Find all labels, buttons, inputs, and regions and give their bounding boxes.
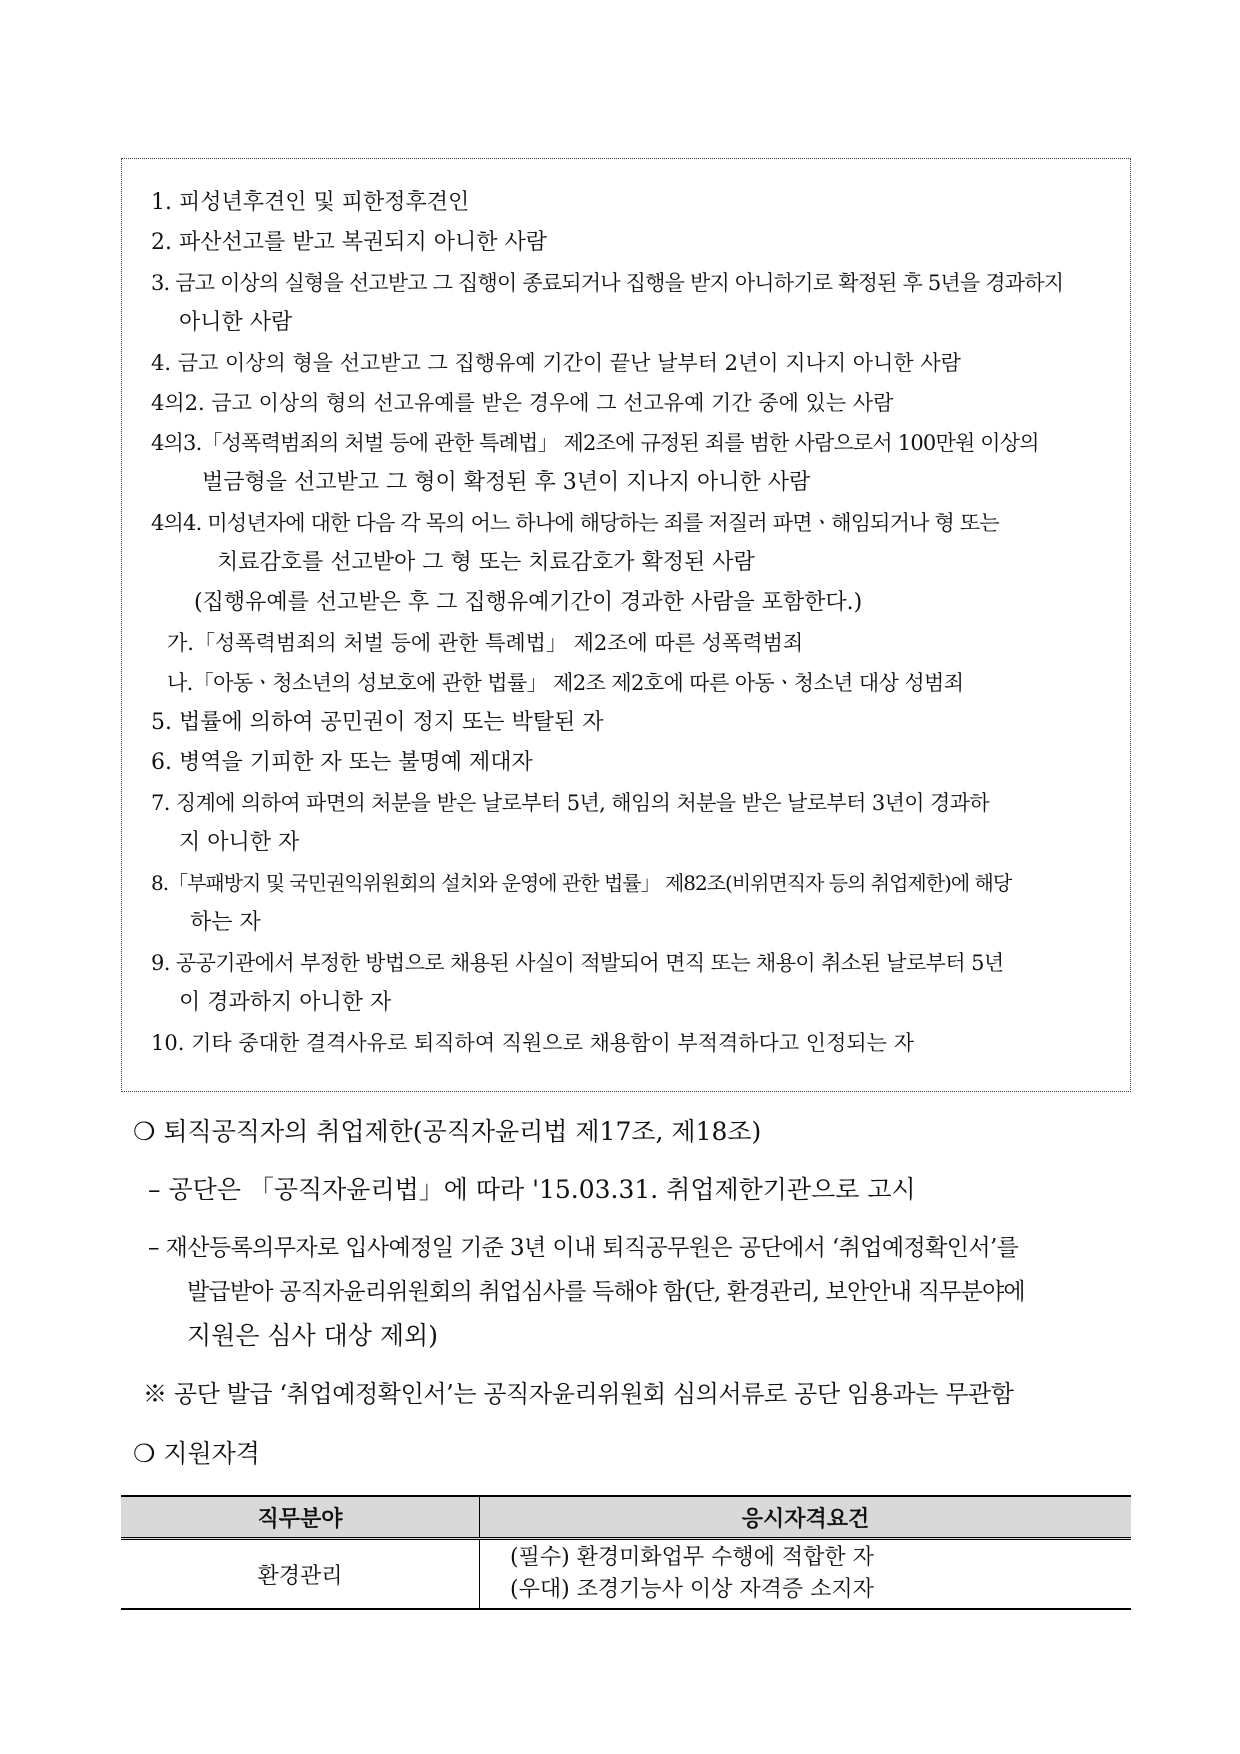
requirement-preferred: (우대) 조경기능사 이상 자격증 소지자 bbox=[510, 1577, 874, 1602]
table-row bbox=[121, 1539, 1131, 1610]
header-requirements: 응시자격요건 bbox=[480, 1496, 1132, 1539]
disqualification-item: 3. 금고 이상의 실형을 선고받고 그 집행이 종료되거나 집행을 받지 아니하기로 확정된 후 5년을 경과하지 bbox=[151, 271, 1064, 295]
disqualification-item: 2. 파산선고를 받고 복권되지 아니한 사람 bbox=[151, 230, 547, 255]
restriction-item-continued: 발급받아 공직자윤리위원회의 취업심사를 득해야 함(단, 환경관리, 보안안내 직무분야에 bbox=[187, 1279, 1025, 1305]
restriction-item: – 공단은 「공직자윤리법」에 따라 '15.03.31. 취업제한기관으로 고시 bbox=[148, 1175, 916, 1204]
disqualification-item: 5. 법률에 의하여 공민권이 정지 또는 박탈된 자 bbox=[151, 710, 604, 735]
disqualification-item: 7. 징계에 의하여 파면의 처분을 받은 날로부터 5년, 해임의 처분을 받은 날로부터 3년이 경과하 bbox=[151, 791, 990, 815]
disqualification-item: 4의4. 미성년자에 대한 다음 각 목의 어느 하나에 해당하는 죄를 저질러 파면ㆍ해임되거나 형 또는 bbox=[151, 511, 999, 535]
table-header-row bbox=[121, 1496, 1131, 1539]
restriction-note: ※ 공단 발급 ‘취업예정확인서’는 공직자윤리위원회 심의서류로 공단 임용과는 무관함 bbox=[143, 1380, 1014, 1408]
disqualification-item: 4의3.「성폭력범죄의 처벌 등에 관한 특례법」 제2조에 규정된 죄를 범한 사람으로서 100만원 이상의 bbox=[151, 431, 1039, 455]
disqualification-item: 1. 피성년후견인 및 피한정후견인 bbox=[151, 190, 470, 215]
disqualification-item: 10. 기타 중대한 결격사유로 퇴직하여 직원으로 채용함이 부적격하다고 인정되는 자 bbox=[151, 1031, 914, 1055]
disqualification-subitem: 가.「성폭력범죄의 처벌 등에 관한 특례법」 제2조에 따른 성폭력범죄 bbox=[167, 631, 804, 655]
restriction-item-continued: 지원은 심사 대상 제외) bbox=[187, 1321, 438, 1350]
disqualification-item-continued: 아니한 사람 bbox=[179, 310, 293, 335]
section-heading-employment-restriction: ❍ 퇴직공직자의 취업제한(공직자윤리법 제17조, 제18조) bbox=[133, 1117, 762, 1146]
qualification-table bbox=[121, 1495, 1131, 1610]
disqualification-item: 6. 병역을 기피한 자 또는 불명예 제대자 bbox=[151, 750, 533, 775]
disqualification-item-continued: 지 아니한 자 bbox=[179, 830, 300, 855]
disqualification-subitem: 나.「아동ㆍ청소년의 성보호에 관한 법률」 제2조 제2호에 따른 아동ㆍ청소년 대상 성범죄 bbox=[167, 671, 964, 695]
cell-requirements bbox=[480, 1539, 1132, 1610]
disqualification-item: 4의2. 금고 이상의 형의 선고유예를 받은 경우에 그 선고유예 기간 중에 있는 사람 bbox=[151, 391, 894, 415]
disqualification-item: 8.「부패방지 및 국민권익위원회의 설치와 운영에 관한 법률」 제82조(비위면직자 등의 취업제한)에 해당 bbox=[151, 871, 1012, 895]
disqualification-item-note: (집행유예를 선고받은 후 그 집행유예기간이 경과한 사람을 포함한다.) bbox=[194, 590, 863, 615]
cell-job-field: 환경관리 bbox=[121, 1539, 480, 1610]
disqualification-item-continued: 이 경과하지 아니한 자 bbox=[179, 990, 392, 1015]
disqualification-item-continued: 치료감호를 선고받아 그 형 또는 치료감호가 확정된 사람 bbox=[217, 550, 755, 575]
restriction-item: – 재산등록의무자로 입사예정일 기준 3년 이내 퇴직공무원은 공단에서 ‘취업예정확인서’를 bbox=[148, 1235, 1019, 1261]
disqualification-item-continued: 하는 자 bbox=[190, 910, 261, 935]
disqualification-item: 9. 공공기관에서 부정한 방법으로 채용된 사실이 적발되어 면직 또는 채용이 취소된 날로부터 5년 bbox=[151, 951, 1004, 975]
requirement-required: (필수) 환경미화업무 수행에 적합한 자 bbox=[510, 1545, 874, 1570]
section-heading-qualification: ❍ 지원자격 bbox=[133, 1439, 260, 1468]
header-job-field: 직무분야 bbox=[121, 1496, 480, 1539]
disqualification-item: 4. 금고 이상의 형을 선고받고 그 집행유예 기간이 끝난 날부터 2년이 지나지 아니한 사람 bbox=[151, 351, 961, 375]
disqualification-box bbox=[121, 158, 1131, 1092]
disqualification-item-continued: 벌금형을 선고받고 그 형이 확정된 후 3년이 지나지 아니한 사람 bbox=[202, 470, 811, 495]
